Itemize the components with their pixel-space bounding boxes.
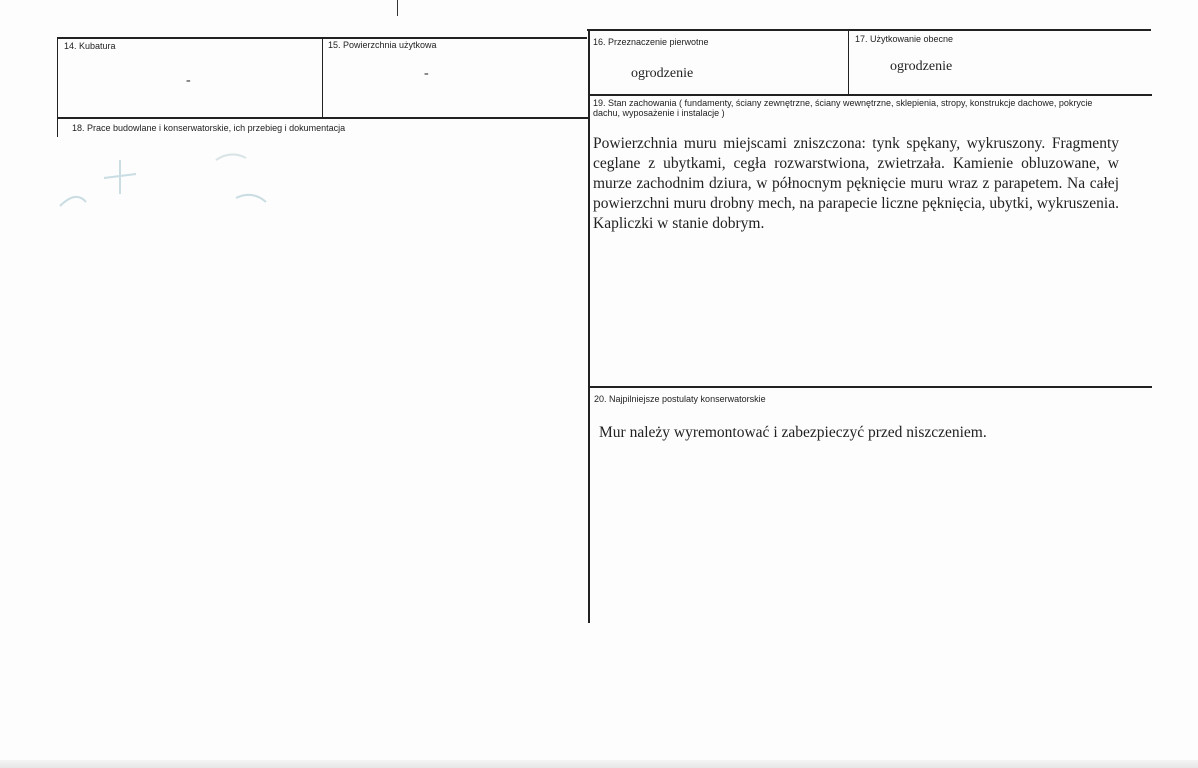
field-19-label: 19. Stan zachowania ( fundamenty, ściany zewnętrzne, ściany wewnętrzne, sklepienia, stropy, konstrukcje dachowe, pokrycie dachu, wyposażenie i instalacje )	[593, 98, 1093, 118]
page-bottom-edge	[0, 760, 1198, 768]
field-18-label: 18. Prace budowlane i konserwatorskie, ich przebieg i dokumentacja	[72, 123, 346, 133]
field-15-label: 15. Powierzchnia użytkowa	[328, 40, 437, 50]
field-20-value: Mur należy wyremontować i zabezpieczyć przed niszczeniem.	[599, 424, 987, 441]
field-17-label: 17. Użytkowanie obecne	[855, 34, 954, 44]
field-17-value: ogrodzenie	[890, 59, 953, 74]
field-16-label: 16. Przeznaczenie pierwotne	[593, 37, 709, 47]
rule-under-14-15	[57, 117, 588, 119]
vertical-rule-center	[588, 31, 590, 623]
field-20-label: 20. Najpilniejsze postulaty konserwatorskie	[594, 394, 766, 404]
vertical-rule-16-17	[848, 31, 849, 95]
vertical-rule-14-15	[322, 37, 323, 119]
field-15-value: -	[424, 66, 429, 81]
top-rule-right	[587, 29, 1151, 31]
field-14-value: -	[186, 73, 191, 88]
registration-tick	[397, 0, 398, 16]
rule-under-19	[589, 386, 1152, 388]
show-through-marks	[56, 150, 276, 220]
vertical-rule-left	[57, 37, 58, 137]
rule-under-16-17	[589, 94, 1152, 96]
field-19-text: Powierzchnia muru miejscami zniszczona: tynk spękany, wykruszony. Fragmenty ceglane z ubytkami, cegła rozwarstwiona, zwietrzała. Kamienie obluzowane, w murze zachodnim dziura, w północnym pęknięcie muru wraz z parapetem. Na całej powierzchni muru drobny mech, na parapecie liczne pęknięcia, ubytki, wykruszenia. Kapliczki w stanie dobrym.	[593, 135, 1119, 232]
field-14-label: 14. Kubatura	[64, 41, 116, 51]
field-16-value: ogrodzenie	[631, 66, 694, 81]
